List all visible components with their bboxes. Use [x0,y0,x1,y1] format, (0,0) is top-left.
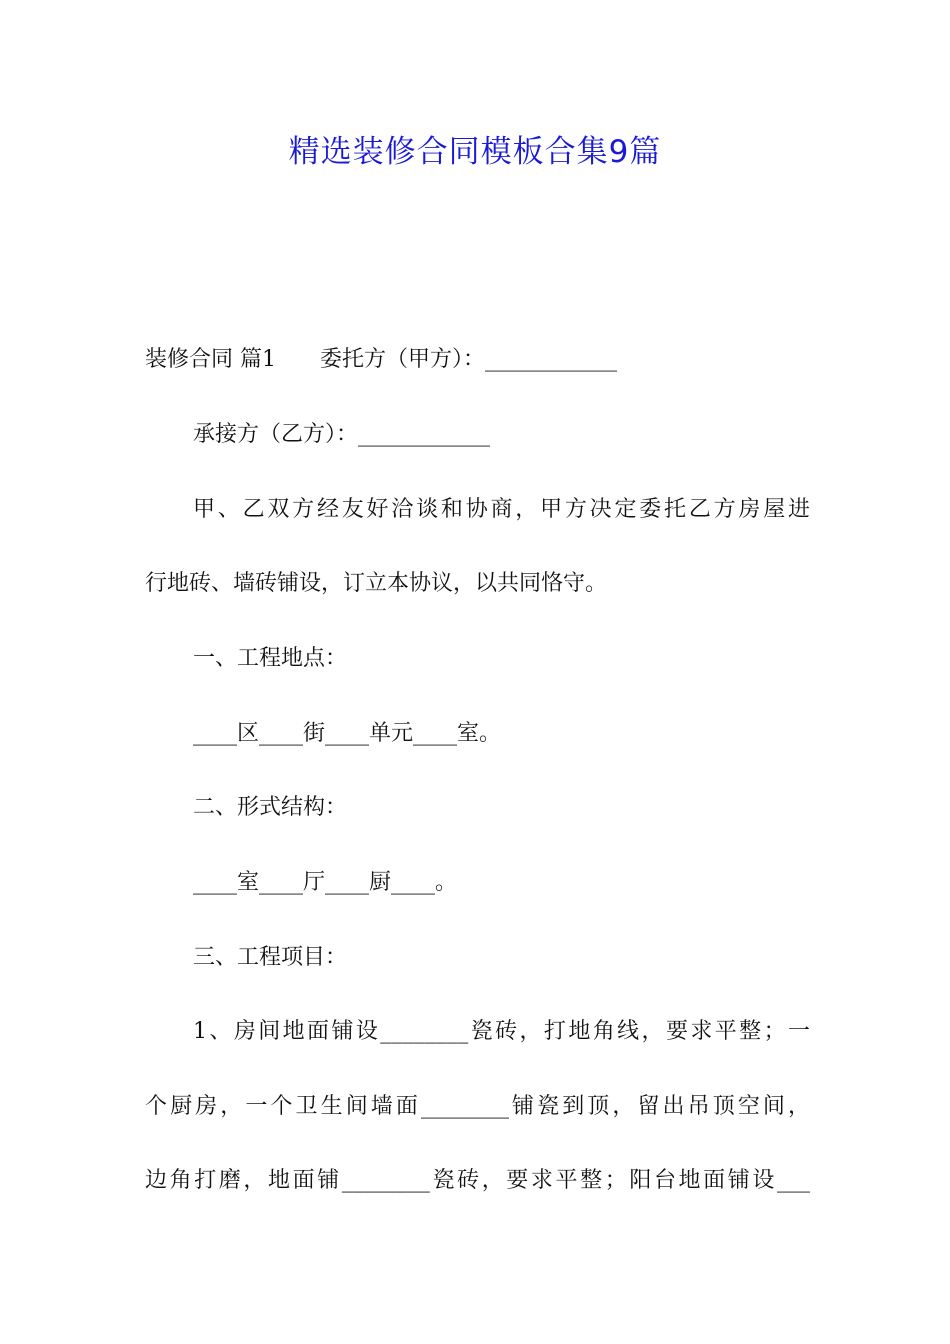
text-line: 边角打磨，地面铺________瓷砖，要求平整；阳台地面铺设___ [145,1168,810,1193]
text-line: 承接方（乙方）：____________ [193,422,491,447]
text-line: 装修合同 篇1 委托方（甲方）：____________ [145,347,617,372]
text-line: 行地砖、墙砖铺设，订立本协议，以共同恪守。 [145,571,608,596]
text-line: ____室____厅____厨____。 [193,870,458,895]
text-line: 三、工程项目： [193,945,348,970]
text-line: 一、工程地点： [193,646,348,671]
text-line: 甲、乙双方经友好洽谈和协商，甲方决定委托乙方房屋进 [193,497,810,522]
text-line: ____区____街____单元____室。 [193,721,502,746]
document-title: 精选装修合同模板合集9篇 [288,134,662,170]
text-line: 二、形式结构： [193,795,348,820]
text-line: 1、房间地面铺设________瓷砖，打地角线，要求平整；一 [193,1019,810,1044]
text-line: 个厨房，一个卫生间墙面________铺瓷到顶，留出吊顶空间， [145,1094,810,1119]
